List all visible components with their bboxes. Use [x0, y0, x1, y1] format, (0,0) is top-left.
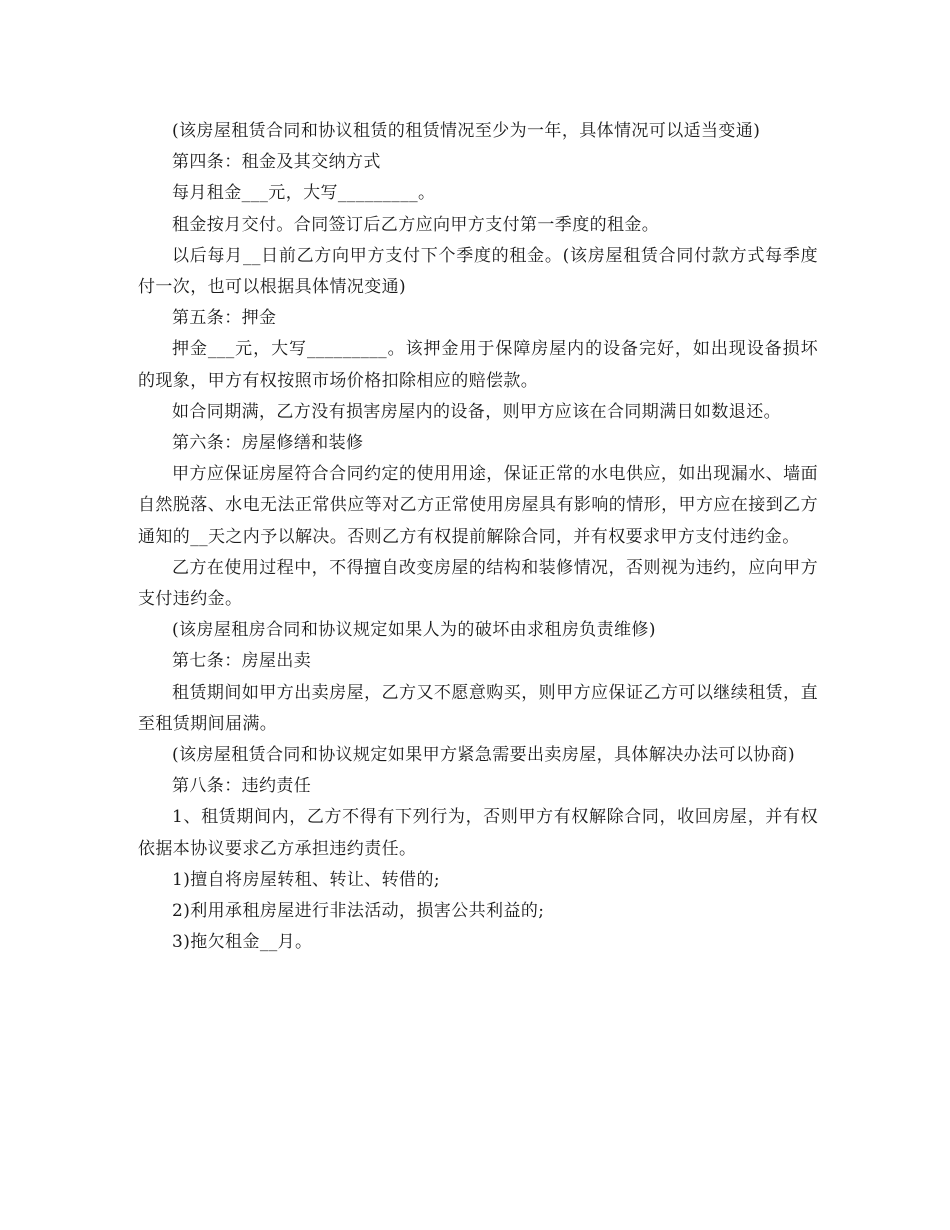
list-item-illegal-activity: 2)利用承租房屋进行非法活动，损害公共利益的;: [172, 901, 545, 922]
list-item-sublet: 1)擅自将房屋转租、转让、转借的;: [172, 869, 440, 890]
paragraph-note-lease-term: (该房屋租赁合同和协议租赁的租赁情况至少为一年，具体情况可以适当变通): [172, 121, 761, 141]
paragraph-note-damage: (该房屋租房合同和协议规定如果人为的破坏由求租房负责维修): [172, 620, 656, 641]
paragraph-note-sale: (该房屋租赁合同和协议规定如果甲方紧急需要出卖房屋，具体解决办法可以协商): [172, 745, 796, 766]
paragraph-monthly-rent: 每月租金___元，大写_________。: [172, 183, 436, 204]
paragraph-deposit-refund: 如合同期满，乙方没有损害房屋内的设备，则甲方应该在合同期满日如数退还。: [172, 401, 781, 422]
paragraph-rent-payment: 租金按月交付。合同签订后乙方应向甲方支付第一季度的租金。: [172, 214, 660, 235]
heading-article-8: 第八条：违约责任: [172, 776, 312, 797]
paragraph-tenant-alterations: 乙方在使用过程中，不得擅自改变房屋的结构和装修情况，否则视为违约，应向甲方支付违约金。: [138, 557, 818, 610]
paragraph-breach-intro: 1、租赁期间内，乙方不得有下列行为，否则甲方有权解除合同，收回房屋，并有权依据本协议要求乙方承担违约责任。: [138, 807, 818, 859]
paragraph-deposit: 押金___元，大写_________。该押金用于保障房屋内的设备完好，如出现设备损坏的现象，甲方有权按照市场价格扣除相应的赔偿款。: [138, 339, 818, 391]
heading-article-6: 第六条：房屋修缮和装修: [172, 433, 364, 454]
list-item-rent-arrears: 3)拖欠租金__月。: [172, 932, 313, 953]
heading-article-5: 第五条：押金: [172, 308, 277, 329]
paragraph-quarterly-payment: 以后每月__日前乙方向甲方支付下个季度的租金。(该房屋租赁合同付款方式每季度付一次，也可以根据具体情况变通): [138, 245, 818, 298]
heading-article-4: 第四条：租金及其交纳方式: [172, 152, 381, 173]
paragraph-house-sale: 租赁期间如甲方出卖房屋，乙方又不愿意购买，则甲方应保证乙方可以继续租赁，直至租赁期间届满。: [138, 682, 818, 734]
heading-article-7: 第七条：房屋出卖: [172, 651, 312, 672]
paragraph-landlord-repairs: 甲方应保证房屋符合合同约定的使用用途，保证正常的水电供应，如出现漏水、墙面自然脱落、水电无法正常供应等对乙方正常使用房屋具有影响的情形，甲方应在接到乙方通知的__天之内予以解决。否则乙方有权提前解除合同，并有权要求甲方支付违约金。: [138, 464, 818, 547]
document-page: [138, 116, 818, 958]
